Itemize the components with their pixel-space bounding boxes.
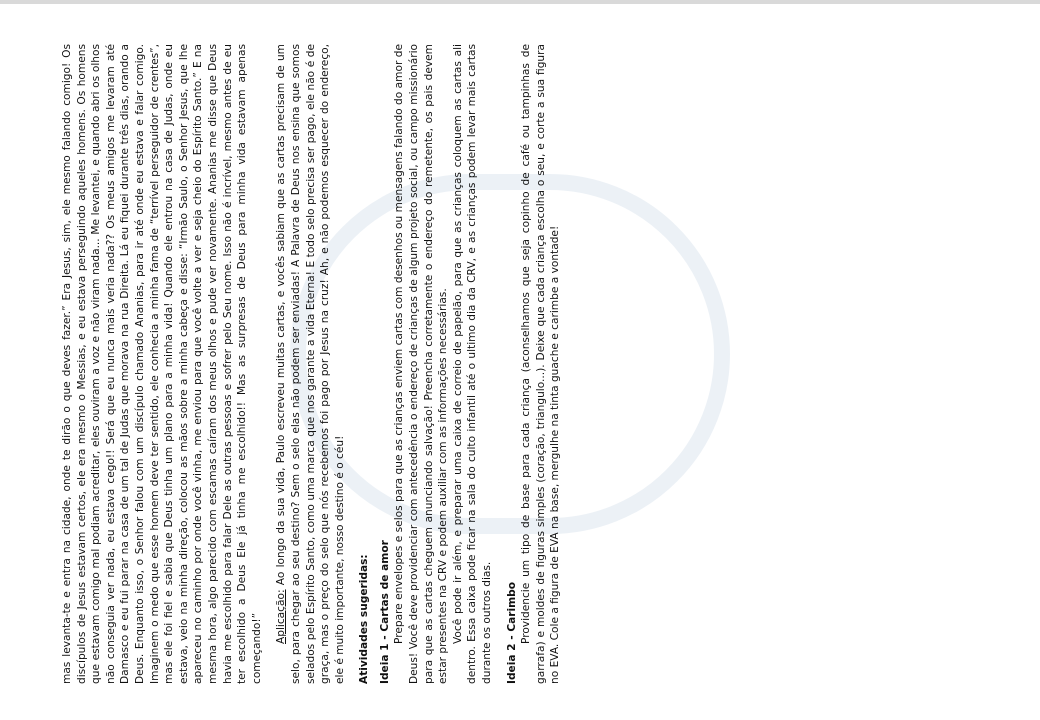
activities-title: Atividades sugeridas:	[358, 554, 371, 684]
story-paragraph: mas levanta-te e entra na cidade, onde te dirão o que deves fazer.” Era Jesus, sim, ele mesmo falando comigo! Os discípulos de Jesus estavam certos, ele era mesmo o Messias, e eu estava perseguindo aqueles homens. Os homens que estavam comigo mal podiam acreditar, eles ouviram a voz e não viram nada... Me levantei, e quando abri os olhos não conseguia ver nada, eu estava cego!! Será que eu nunca mais veria nada?? Os meus amigos me levaram até Damasco e eu fui parar na casa de um tal de Judas que morava na rua Direita. Lá eu fiquei durante três dias, orando a Deus. Enquanto isso, o Senhor falou com um discípulo chamado Ananias, para ir até onde eu estava e falar comigo. Imaginem o medo que esse homem deve ter sentido, ele conhecia a minha fama de “terrível perseguidor de crentes”, mas ele foi fiel e sabia que Deus tinha um plano para a minha vida! Quando ele entrou na casa de Judas, onde eu estava, veio na minha direção, colocou as mãos sobre a minha cabeça e disse: “Irmão Saulo, o Senhor Jesus, que lhe apareceu no caminho por onde você vinha, me enviou para que você volte a ver e seja cheio do Espírito Santo.” E na mesma hora, algo parecido com escamas caíram dos meus olhos e pude ver novamente. Ananias me disse que Deus havia me escolhido para falar Dele as outras pessoas e sofrer pelo Seu nome. Isso não é incrível, mesmo antes de eu ter escolhido a Deus Ele já tinha me escolhido!! Mas as surpresas de Deus para minha vida estavam apenas começando!”	[61, 44, 263, 684]
idea1-paragraph-1: Prepare envelopes e selos para que as crianças enviem cartas com desenhos ou mensagens falando do amor de Deus! Você deve providenciar com antecedência o endereço de crianças de algum projeto social, ou campo missionário para que as cartas cheguem anunciando salvação! Preencha corretamente o endereço do remetente, os pais devem estar presentes na CRV e podem auxiliar com as informações necessárias.	[393, 44, 450, 684]
application-text: Ao longo da sua vida, Paulo escreveu muitas cartas, e vocês sabiam que as cartas precisam de um selo, para chegar ao seu destino? Sem o selo elas não podem ser enviadas! A Palavra de Deus nos ensina que somos selados pelo Espírito Santo, como uma marca que nos garante a vida Eterna! E todo selo precisa ser pago, ele não é de graça, mas o preço do selo que nós recebemos foi pago por Jesus na cruz! Ah, e não podemos esquecer do endereço, ele é muito importante, nosso destino é o céu!	[275, 44, 346, 684]
idea2-title: Ideia 2 - Carimbo	[505, 581, 518, 684]
idea2-paragraph-1: Providencie um tipo de base para cada criança (aconselhamos que seja copinho de café ou tampinhas de garrafa) e moldes de figuras simples (coração, triangulo...). Deixe que cada criança escolha o seu, e corte a sua figura no EVA. Cole a figura de EVA na base, mergulhe na tinta guache e carimbe a vontade!	[520, 44, 562, 684]
rotated-page-content	[60, 44, 980, 684]
idea1-paragraph-2: Você pode ir além, e preparar uma caixa de correio de papelão, para que as crianças coloquem as cartas ali dentro. Essa caixa pode ficar na sala do culto infantil até o ultimo dia da CRV, e as crianças podem levar mais cartas durante os outros dias.	[451, 44, 494, 684]
page-text	[60, 44, 980, 684]
idea1-title: Ideia 1 - Cartas de amor	[378, 540, 391, 684]
application-paragraph	[274, 44, 347, 684]
application-label: Aplicação:	[275, 589, 288, 644]
